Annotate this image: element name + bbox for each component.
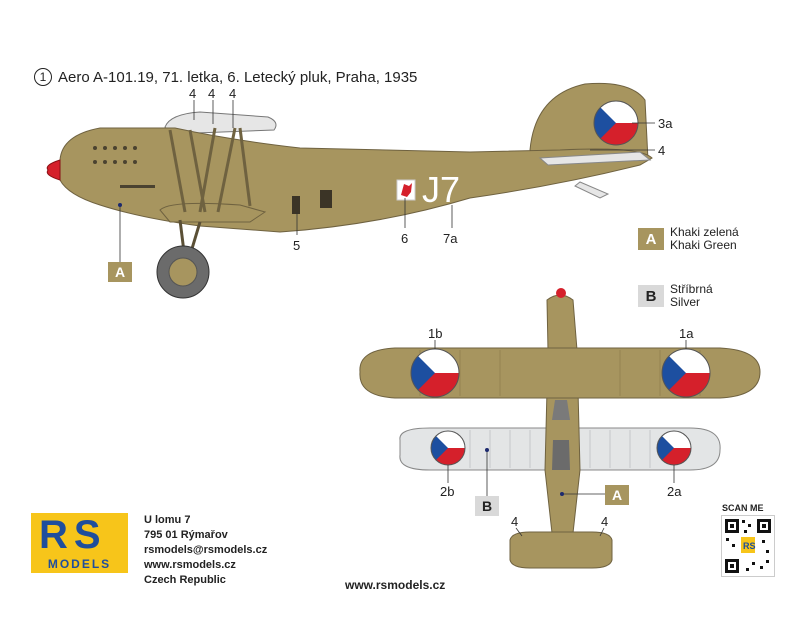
- callout-label: 4: [601, 514, 609, 529]
- callout-label: 4: [658, 143, 666, 158]
- legend-name-cz: Stříbrná: [670, 282, 713, 296]
- email-link[interactable]: rsmodels@rsmodels.cz: [144, 544, 268, 556]
- callout-label: 6: [401, 231, 409, 246]
- qr-code-icon[interactable]: [721, 515, 775, 577]
- legend-code-a: A: [638, 228, 664, 250]
- legend-item-b: [638, 283, 713, 309]
- website-link[interactable]: www.rsmodels.cz: [144, 559, 236, 571]
- logo-word: MODELS: [47, 557, 112, 571]
- callout-label: 5: [293, 238, 301, 253]
- callout-label: 3a: [658, 116, 673, 131]
- tailplane-top: [510, 532, 612, 568]
- address-line: Czech Republic: [144, 574, 226, 586]
- rs-models-logo: [31, 513, 128, 573]
- spinner-top: [556, 288, 566, 298]
- callout-label: 4: [511, 514, 519, 529]
- legend-name-en: Silver: [670, 295, 701, 309]
- registration-code: J7: [422, 169, 461, 210]
- window-large: [320, 190, 332, 208]
- side-view: [47, 83, 655, 298]
- paint-code-a-top: A: [605, 485, 629, 505]
- window-small: [292, 196, 300, 214]
- address-line: 795 01 Rýmařov: [144, 529, 228, 541]
- nose-spinner-icon: [47, 160, 60, 180]
- scan-me-label: SCAN ME: [722, 503, 764, 513]
- address-line: U lomu 7: [144, 514, 191, 526]
- callout-label: 2a: [667, 484, 682, 499]
- callout-label: 7a: [443, 231, 458, 246]
- callout-label: 4: [229, 86, 237, 101]
- legend-name-cz: Khaki zelená: [670, 225, 739, 239]
- paint-code-b-top: B: [475, 496, 499, 516]
- callout-label: 1a: [679, 326, 694, 341]
- tailskid: [575, 182, 608, 198]
- profile-number: 1: [34, 68, 52, 86]
- legend-code-b: B: [638, 285, 664, 307]
- wheel-hub: [169, 258, 197, 286]
- callout-label: 4: [189, 86, 197, 101]
- legend-name-en: Khaki Green: [670, 238, 737, 252]
- profile-title-text: Aero A-101.19, 71. letka, 6. Letecký pluk, Praha, 1935: [58, 68, 418, 86]
- legend-item-a: [638, 226, 739, 252]
- fuselage-top: [545, 295, 580, 560]
- footer-website[interactable]: www.rsmodels.cz: [345, 578, 446, 592]
- callout-label: 2b: [440, 484, 455, 499]
- logo-letters: RS: [39, 513, 107, 557]
- top-view: [360, 288, 760, 568]
- callout-label: 1b: [428, 326, 443, 341]
- paint-code-a-side: A: [108, 262, 132, 282]
- callout-label: 4: [208, 86, 216, 101]
- address-block: [144, 513, 267, 588]
- svg-text:RS: RS: [743, 541, 756, 551]
